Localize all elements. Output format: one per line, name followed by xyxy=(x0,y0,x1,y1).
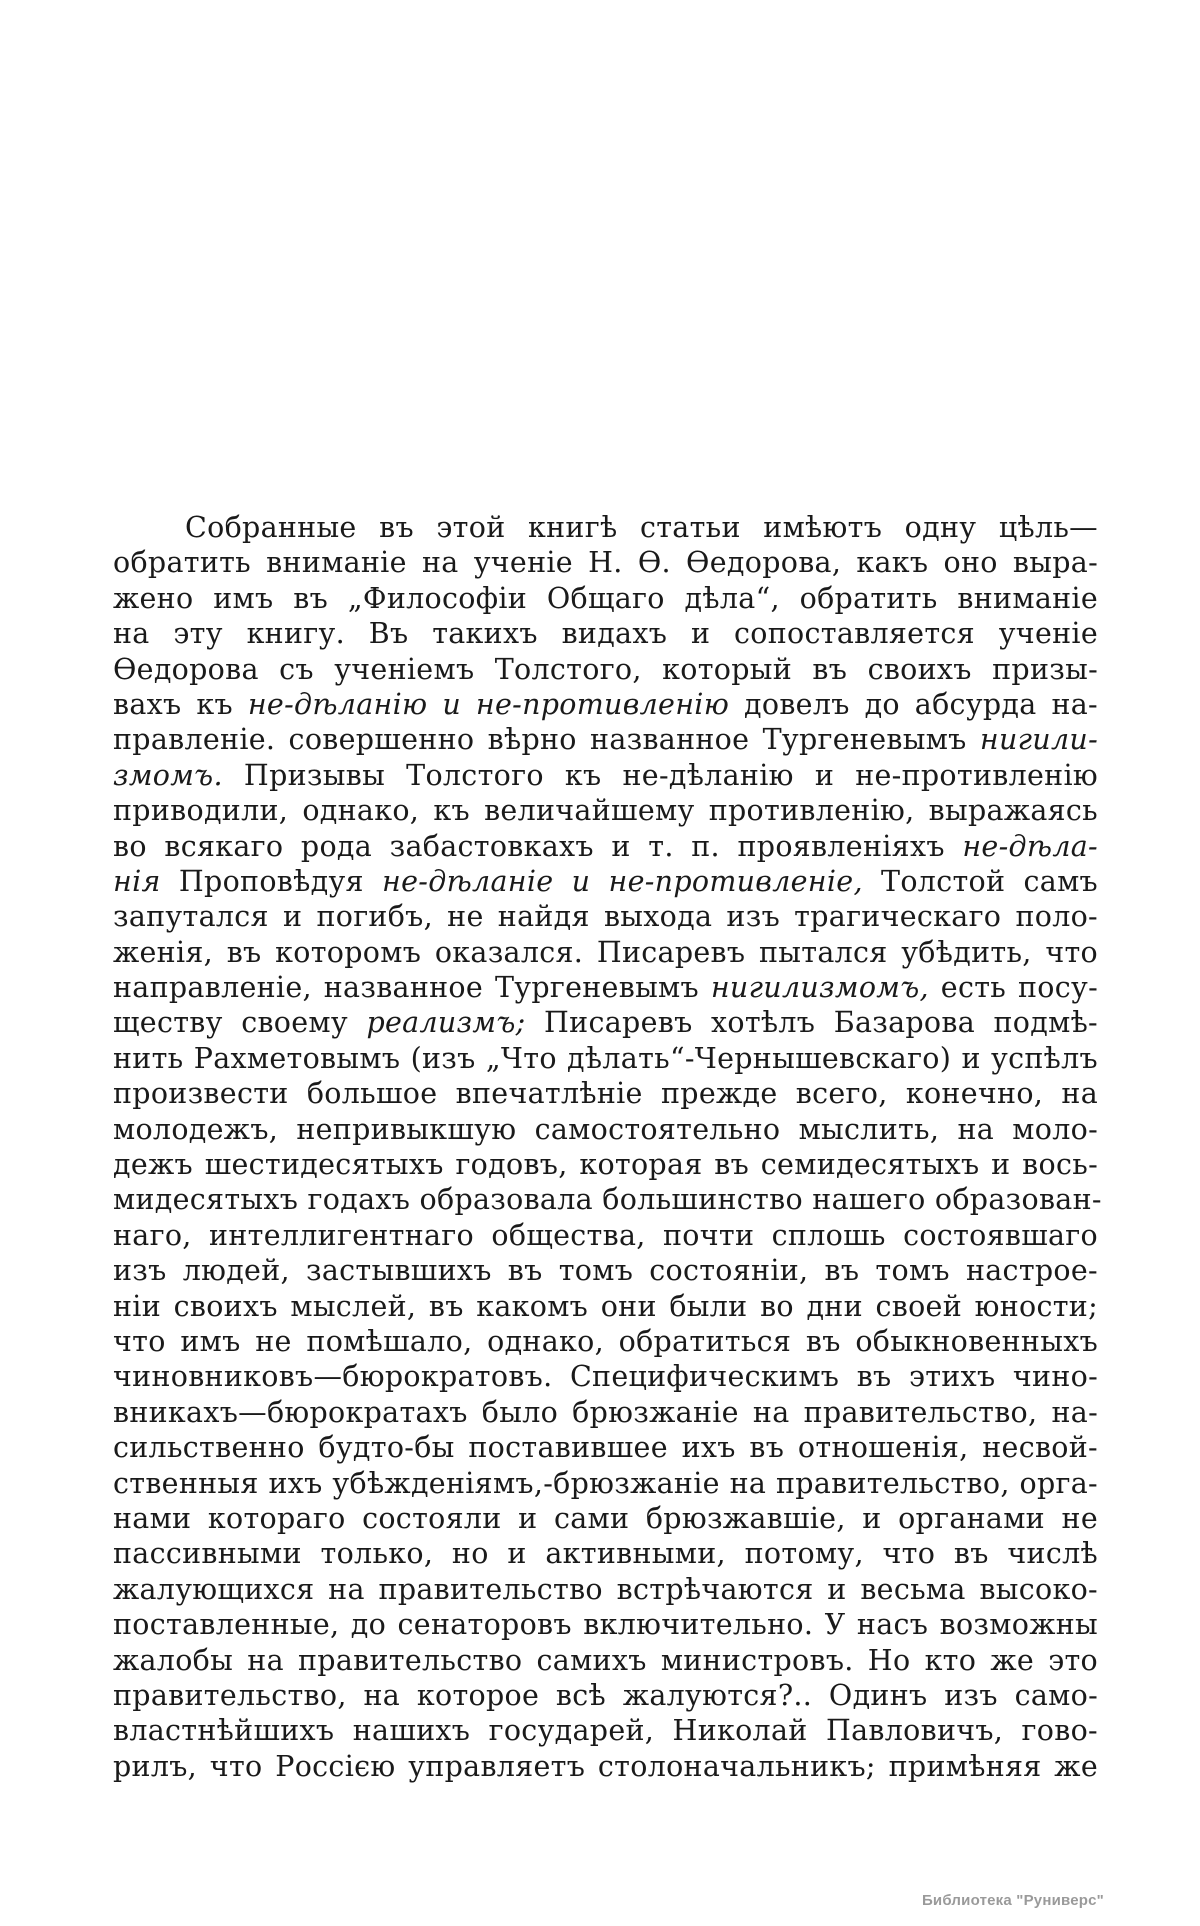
line-text: произвести большое впечатлѣніе прежде всего, конечно, на xyxy=(113,1077,1098,1111)
text-line xyxy=(113,510,1098,545)
line-text: Призывы Толстого къ не-дѣланію и не-противленію xyxy=(222,758,1098,792)
line-text: ществу своему xyxy=(113,1006,367,1040)
emphasized-text: реализмъ; xyxy=(366,1006,526,1040)
text-line xyxy=(113,829,1098,864)
text-line xyxy=(113,545,1098,580)
line-text: Толстой самъ xyxy=(862,864,1098,898)
line-text: что имъ не помѣшало, однако, обратиться въ обыкновенныхъ xyxy=(113,1324,1098,1358)
text-line xyxy=(113,1713,1098,1748)
line-text: поставленные, до сенаторовъ включительно. У насъ возможны xyxy=(113,1608,1098,1642)
line-text: правительство, на которое всѣ жалуются?.. Одинъ изъ само- xyxy=(113,1678,1098,1712)
line-text: молодежъ, непривыкшую самостоятельно мыслить, на моло- xyxy=(113,1112,1098,1146)
text-line xyxy=(113,687,1098,722)
line-text: наго, интеллигентнаго общества, почти сплошь состоявшаго xyxy=(113,1218,1098,1252)
line-text: правленіе. совершенно вѣрно названное Тургеневымъ xyxy=(113,723,980,757)
line-text: Писаревъ хотѣлъ Базарова подмѣ- xyxy=(525,1006,1098,1040)
line-text: нами котораго состояли и сами брюзжавшіе, и органами не xyxy=(113,1501,1098,1535)
line-text: довелъ до абсурда на- xyxy=(729,687,1098,721)
text-line xyxy=(113,1678,1098,1713)
line-text: жалобы на правительство самихъ министровъ. Но кто же это xyxy=(113,1643,1098,1677)
line-text: мидесятыхъ годахъ образовала большинство нашего образован- xyxy=(113,1183,1102,1217)
line-text: вникахъ—бюрократахъ было брюзжаніе на правительство, на- xyxy=(113,1395,1098,1429)
text-line xyxy=(113,1359,1098,1394)
line-text: во всякаго рода забастовкахъ и т. п. проявленіяхъ xyxy=(113,829,963,863)
line-text: властнѣйшихъ нашихъ государей, Николай Павловичъ, гово- xyxy=(113,1714,1098,1748)
emphasized-text: не-дѣланію и не-противленію xyxy=(247,687,730,721)
text-line xyxy=(113,864,1098,899)
text-line xyxy=(113,1112,1098,1147)
line-text: жалующихся на правительство встрѣчаются и весьма высоко- xyxy=(113,1572,1098,1606)
text-line xyxy=(113,970,1098,1005)
line-text: женія, въ которомъ оказался. Писаревъ пытался убѣдить, что xyxy=(113,935,1098,969)
text-line xyxy=(113,1572,1098,1607)
line-text: рилъ, что Россією управляетъ столоначальникъ; примѣняя же xyxy=(113,1749,1098,1783)
text-line xyxy=(113,793,1098,828)
text-line xyxy=(113,1466,1098,1501)
line-text: нить Рахметовымъ (изъ „Что дѣлать“-Чернышевскаго) и успѣлъ xyxy=(113,1041,1098,1075)
text-line xyxy=(113,722,1098,757)
line-text: изъ людей, застывшихъ въ томъ состояніи, въ томъ настрое- xyxy=(113,1254,1098,1288)
text-line xyxy=(113,1643,1098,1678)
text-line xyxy=(113,1253,1098,1288)
line-text: запутался и погибъ, не найдя выхода изъ трагическаго поло- xyxy=(113,900,1098,934)
text-line xyxy=(113,1005,1098,1040)
text-line xyxy=(113,1395,1098,1430)
text-line xyxy=(113,581,1098,616)
emphasized-text: не-дѣла- xyxy=(962,829,1098,863)
text-line xyxy=(113,935,1098,970)
text-line xyxy=(113,1147,1098,1182)
line-text: жено имъ въ „Философіи Общаго дѣла“, обратить вниманіе xyxy=(113,581,1098,615)
text-line xyxy=(113,1041,1098,1076)
emphasized-text: нигилизмомъ, xyxy=(710,971,929,1005)
body-paragraph xyxy=(113,510,1102,1784)
line-text: есть посу- xyxy=(928,971,1098,1005)
text-line xyxy=(113,899,1098,934)
line-text: Ѳедорова съ ученіемъ Толстого, который въ своихъ призы- xyxy=(113,652,1098,686)
text-line xyxy=(113,652,1098,687)
line-text: сильственно будто-бы поставившее ихъ въ отношенія, несвой- xyxy=(113,1431,1098,1465)
line-text: дежъ шестидесятыхъ годовъ, которая въ семидесятыхъ и вось- xyxy=(113,1148,1098,1182)
text-line xyxy=(113,1076,1098,1111)
text-line xyxy=(113,1182,1102,1217)
text-line xyxy=(113,616,1098,651)
line-text: ственныя ихъ убѣжденіямъ,-брюзжаніе на правительство, орга- xyxy=(113,1466,1098,1500)
line-text: обратить вниманіе на ученіе Н. Ѳ. Ѳедорова, какъ оно выра- xyxy=(113,546,1098,580)
emphasized-text: не-дѣланіе и не-противленіе, xyxy=(382,864,863,898)
text-line xyxy=(113,1536,1098,1571)
text-line xyxy=(113,1501,1098,1536)
text-line xyxy=(113,1607,1098,1642)
text-line xyxy=(113,1749,1098,1784)
text-line xyxy=(113,758,1098,793)
line-text: Проповѣдуя xyxy=(160,864,383,898)
line-text: направленіе, названное Тургеневымъ xyxy=(113,971,711,1005)
line-text: вахъ къ xyxy=(113,687,248,721)
line-text: Собранные въ этой книгѣ статьи имѣютъ одну цѣль— xyxy=(185,511,1098,544)
line-text: ніи своихъ мыслей, въ какомъ они были во дни своей юности; xyxy=(113,1289,1098,1323)
text-line xyxy=(113,1289,1098,1324)
line-text: приводили, однако, къ величайшему противленію, выражаясь xyxy=(113,794,1098,828)
emphasized-text: нигили- xyxy=(979,723,1098,757)
line-text: чиновниковъ—бюрократовъ. Специфическимъ въ этихъ чино- xyxy=(113,1360,1098,1394)
text-line xyxy=(113,1324,1098,1359)
emphasized-text: нія xyxy=(113,864,161,898)
text-line xyxy=(113,1430,1098,1465)
line-text: на эту книгу. Въ такихъ видахъ и сопоставляется ученіе xyxy=(113,617,1098,651)
emphasized-text: змомъ. xyxy=(113,758,223,792)
library-watermark: Библиотека "Руниверс" xyxy=(921,1892,1104,1909)
text-line xyxy=(113,1218,1098,1253)
line-text: пассивными только, но и активными, потому, что въ числѣ xyxy=(113,1537,1098,1571)
